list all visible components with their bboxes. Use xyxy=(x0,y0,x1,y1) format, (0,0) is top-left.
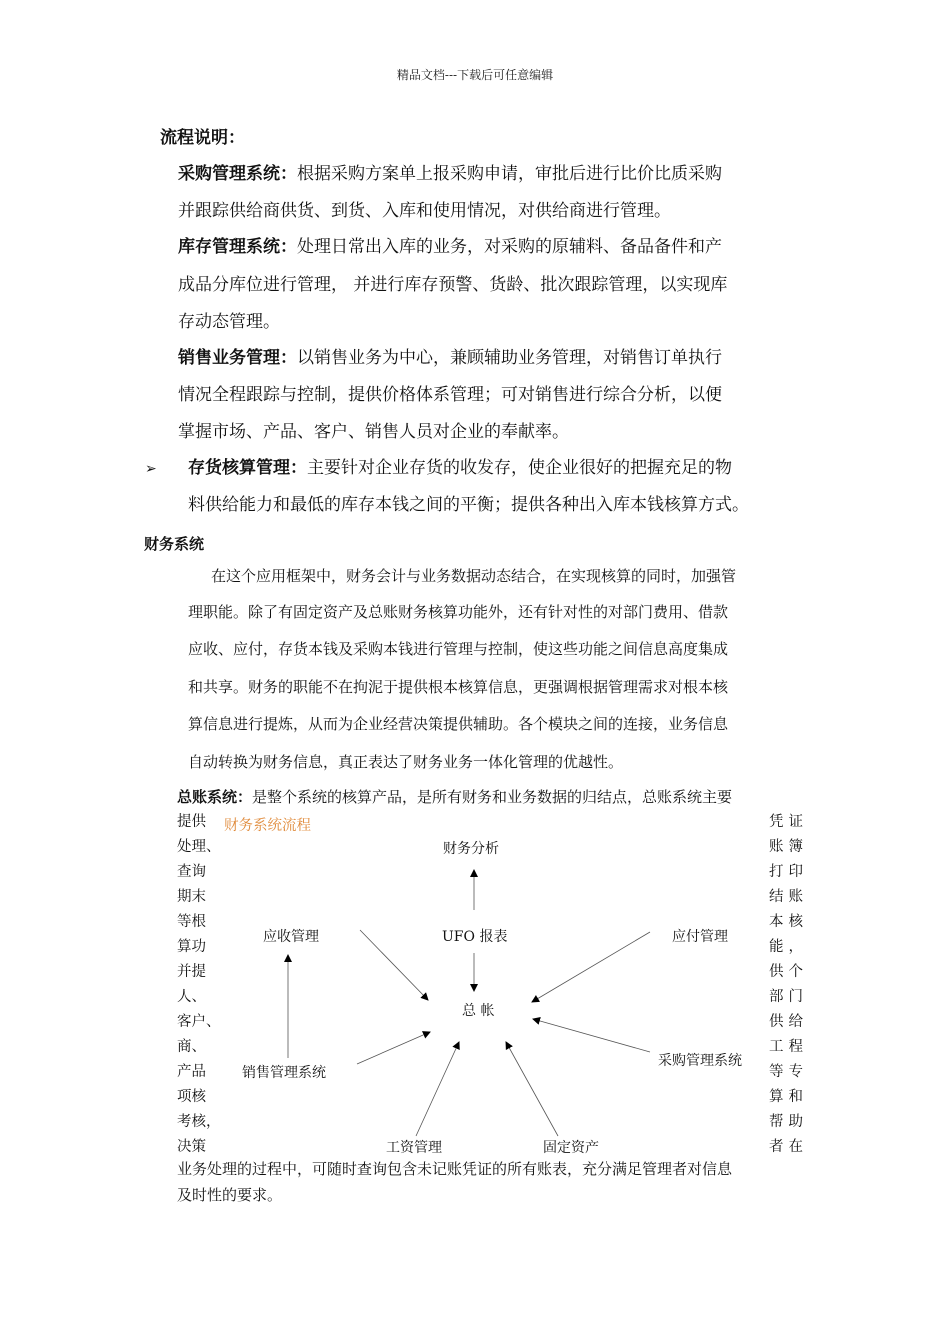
right-col-cell: 供给 xyxy=(769,1014,808,1030)
arrow-payable-to-ledger xyxy=(532,932,650,1002)
right-col-cell: 账簿 xyxy=(769,839,808,855)
arrow-wage-to-ledger xyxy=(416,1042,459,1136)
left-col-cell: 人、 xyxy=(177,989,206,1005)
node-purchase-system: 采购管理系统 xyxy=(658,1053,742,1069)
node-sales-system: 销售管理系统 xyxy=(242,1065,326,1081)
right-col-cell: 本核 xyxy=(769,914,808,930)
node-wage: 工资管理 xyxy=(386,1140,442,1156)
arrow-fixed-to-ledger xyxy=(506,1042,558,1136)
left-col-cell: 查询 xyxy=(177,864,206,880)
node-payable: 应付管理 xyxy=(672,929,728,945)
arrow-receivable-to-ledger xyxy=(360,930,428,1000)
right-col-cell: 能， xyxy=(769,939,808,955)
arrow-purchase-to-ledger xyxy=(533,1019,650,1052)
right-col-cell: 帮助 xyxy=(769,1114,808,1130)
page-header: 精品文档---下载后可任意编辑 xyxy=(396,68,554,82)
left-col-cell: 处理、 xyxy=(177,839,221,855)
purchase-label: 采购管理系统： xyxy=(178,164,297,184)
ledger-label: 总账系统： xyxy=(177,788,253,806)
sales-label: 销售业务管理： xyxy=(178,348,297,368)
diagram-title: 财务系统流程 xyxy=(224,818,311,834)
node-fixed-assets: 固定资产 xyxy=(543,1140,599,1156)
left-col-cell: 客户、 xyxy=(177,1014,221,1030)
left-col-cell: 产品 xyxy=(177,1064,206,1080)
right-col-cell: 等专 xyxy=(769,1064,808,1080)
stock-label: 存货核算管理： xyxy=(188,458,307,478)
finance-line: 应收、应付，存货本钱及采购本钱进行管理与控制，使这些功能之间信息高度集成 xyxy=(188,640,729,658)
left-col-cell: 提供 xyxy=(177,814,206,830)
right-col-cell: 凭证 xyxy=(769,814,808,830)
finance-line: 理职能。除了有固定资产及总账财务核算功能外，还有针对性的对部门费用、借款 xyxy=(188,603,729,621)
finance-line: 自动转换为财务信息，真正表达了财务业务一体化管理的优越性。 xyxy=(188,753,624,771)
node-ufo-report: UFO 报表 xyxy=(442,929,508,945)
finance-line: 算信息进行提炼，从而为企业经营决策提供辅助。各个模块之间的连接，业务信息 xyxy=(188,715,729,733)
right-col-cell: 打印 xyxy=(769,864,808,880)
left-col-cell: 决策 xyxy=(177,1139,206,1155)
finance-heading: 财务系统 xyxy=(144,535,205,553)
flow-heading: 流程说明： xyxy=(160,128,245,148)
left-col-cell: 算功 xyxy=(177,939,206,955)
finance-line: 和共享。财务的职能不在拘泥于提供根本核算信息，更强调根据管理需求对根本核 xyxy=(188,678,729,696)
finance-line: 在这个应用框架中，财务会计与业务数据动态结合，在实现核算的同时，加强管 xyxy=(211,567,737,585)
stock-text: 主要针对企业存货的收发存，使企业很好的把握充足的物 xyxy=(307,458,732,478)
inventory-label: 库存管理系统： xyxy=(178,237,297,257)
right-col-cell: 部门 xyxy=(769,989,808,1005)
right-col-cell: 供个 xyxy=(769,964,808,980)
node-finance-analysis: 财务分析 xyxy=(443,841,499,857)
arrow-sales-to-ledger xyxy=(357,1032,430,1064)
ledger-tail-line1: 业务处理的过程中，可随时查询包含未记账凭证的所有账表，充分满足管理者对信息 xyxy=(177,1160,733,1178)
purchase-para-line2: 并跟踪供给商供货、到货、入库和使用情况，对供给商进行管理。 xyxy=(178,201,671,221)
left-col-cell: 期末 xyxy=(177,889,206,905)
left-col-cell: 考核， xyxy=(177,1114,221,1130)
left-col-cell: 商、 xyxy=(177,1039,206,1055)
inventory-para-line3: 存动态管理。 xyxy=(178,312,280,332)
right-col-cell: 工程 xyxy=(769,1039,808,1055)
sales-para-line3: 掌握市场、产品、客户、销售人员对企业的奉献率。 xyxy=(178,422,569,442)
stock-para-line2: 料供给能力和最低的库存本钱之间的平衡；提供各种出入库本钱核算方式。 xyxy=(188,495,749,515)
node-general-ledger: 总 帐 xyxy=(462,1003,495,1019)
right-col-cell: 算和 xyxy=(769,1089,808,1105)
left-col-cell: 项核 xyxy=(177,1089,206,1105)
ledger-tail-line2: 及时性的要求。 xyxy=(177,1186,283,1204)
node-receivable: 应收管理 xyxy=(263,929,319,945)
inventory-para-line2: 成品分库位进行管理， 并进行库存预警、货龄、批次跟踪管理，以实现库 xyxy=(178,275,728,295)
sales-text: 以销售业务为中心，兼顾辅助业务管理，对销售订单执行 xyxy=(297,348,722,368)
bullet-arrow-icon: ➢ xyxy=(145,461,157,477)
right-col-cell: 结账 xyxy=(769,889,808,905)
purchase-text: 根据采购方案单上报采购申请，审批后进行比价比质采购 xyxy=(297,164,722,184)
right-col-cell: 者在 xyxy=(769,1139,808,1155)
left-col-cell: 并提 xyxy=(177,964,206,980)
ledger-text: 是整个系统的核算产品，是所有财务和业务数据的归结点，总账系统主要 xyxy=(252,788,733,806)
inventory-text: 处理日常出入库的业务，对采购的原辅料、备品备件和产 xyxy=(297,237,722,257)
sales-para-line2: 情况全程跟踪与控制，提供价格体系管理；可对销售进行综合分析，以便 xyxy=(178,385,722,405)
left-col-cell: 等根 xyxy=(177,914,206,930)
